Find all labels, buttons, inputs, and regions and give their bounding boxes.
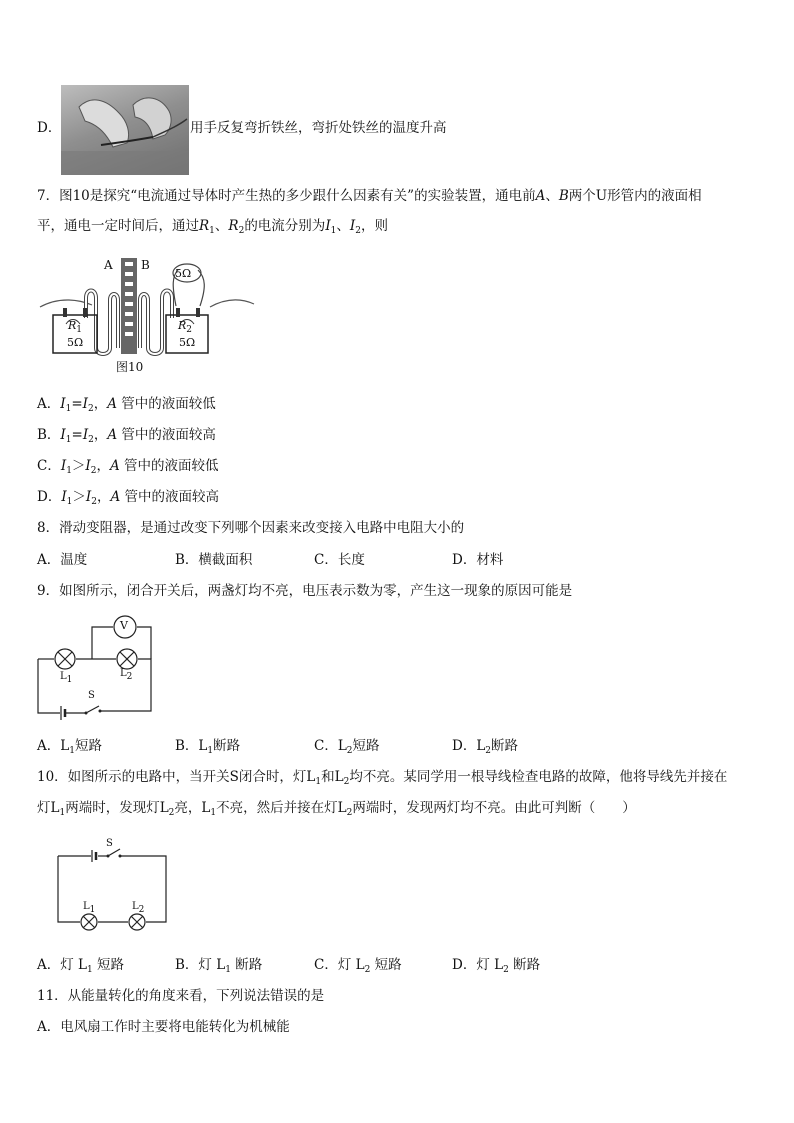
r1-value: 5Ω	[67, 336, 84, 349]
r2-value: 5Ω	[179, 336, 196, 349]
q10-switch-label: S	[106, 838, 113, 849]
q7-option-b: B．$I_1=I_2$，A 管中的液面较高	[37, 427, 216, 445]
q9-option-c: C．$L_2$短路	[314, 738, 380, 756]
q8-option-d: D．材料	[452, 552, 504, 568]
q10-stem-line1: 10．如图所示的电路中，当开关S闭合时，灯$L_1$和$L_2$均不亮。某同学用一根导线检查电路的故障，他将导线先并接在	[37, 769, 728, 787]
q6-option-d-letter: D．	[37, 120, 62, 136]
q7-option-a: A．$I_1=I_2$，A 管中的液面较低	[37, 396, 216, 414]
q10-option-d: D．灯 $L_2$ 断路	[452, 957, 541, 975]
q9-option-d: D．$L_2$断路	[452, 738, 519, 756]
hands-bending-wire-image	[61, 85, 189, 175]
q10-option-a: A．灯 $L_1$ 短路	[37, 957, 125, 975]
q9-switch-label: S	[88, 690, 95, 701]
r1-label: $R_1$	[68, 319, 83, 335]
q9-option-b: B．$L_1$断路	[175, 738, 241, 756]
r2-label: $R_2$	[178, 319, 193, 335]
q9-l1-label: $L_1$	[60, 671, 73, 685]
q10-l2-label: $L_2$	[132, 901, 145, 915]
top-resistor-value: 5Ω	[175, 267, 192, 280]
q8-option-b: B．横截面积	[175, 552, 253, 568]
q9-stem: 9．如图所示，闭合开关后，两盏灯均不亮，电压表示数为零，产生这一现象的原因可能是	[37, 583, 573, 599]
q11-stem: 11．从能量转化的角度来看，下列说法错误的是	[37, 988, 325, 1004]
q9-voltmeter-label: V	[120, 619, 128, 632]
tube-a-label: A	[104, 258, 113, 272]
q10-option-c: C．灯 $L_2$ 短路	[314, 957, 402, 975]
bending-wire-photo	[61, 85, 189, 175]
tube-b-label: B	[141, 258, 150, 272]
q8-stem: 8．滑动变阻器，是通过改变下列哪个因素来改变接入电路中电阻大小的	[37, 520, 465, 536]
q6-option-d-text: 用手反复弯折铁丝，弯折处铁丝的温度升高	[190, 120, 447, 136]
q9-option-a: A．$L_1$短路	[37, 738, 102, 756]
q10-option-b: B．灯 $L_1$ 断路	[175, 957, 263, 975]
q11-option-a: A．电风扇工作时主要将电能转化为机械能	[37, 1019, 290, 1035]
q7-stem-line1: 7．图10是探究“电流通过导体时产生热的多少跟什么因素有关”的实验装置，通电前A、B两个U形管内的液面相	[37, 188, 702, 204]
q7-stem-line2: 平，通电一定时间后，通过$R_1$、$R_2$的电流分别为$I_1$、$I_2$，则	[37, 218, 388, 236]
q9-l2-label: $L_2$	[120, 668, 133, 682]
q8-option-c: C．长度	[314, 552, 365, 568]
q7-option-d: D．$I_1>I_2$，A 管中的液面较高	[37, 489, 220, 507]
q10-stem-line2: 灯$L_1$两端时，发现灯$L_2$亮，$L_1$不亮，然后并接在灯$L_2$两端时，发现两灯均不亮。由此可判断（ ）	[37, 800, 636, 818]
q7-option-c: C．$I_1>I_2$，A 管中的液面较低	[37, 458, 219, 476]
figure-caption: 图10	[116, 360, 144, 374]
q10-l1-label: $L_1$	[83, 901, 96, 915]
q8-option-a: A．温度	[37, 552, 88, 568]
